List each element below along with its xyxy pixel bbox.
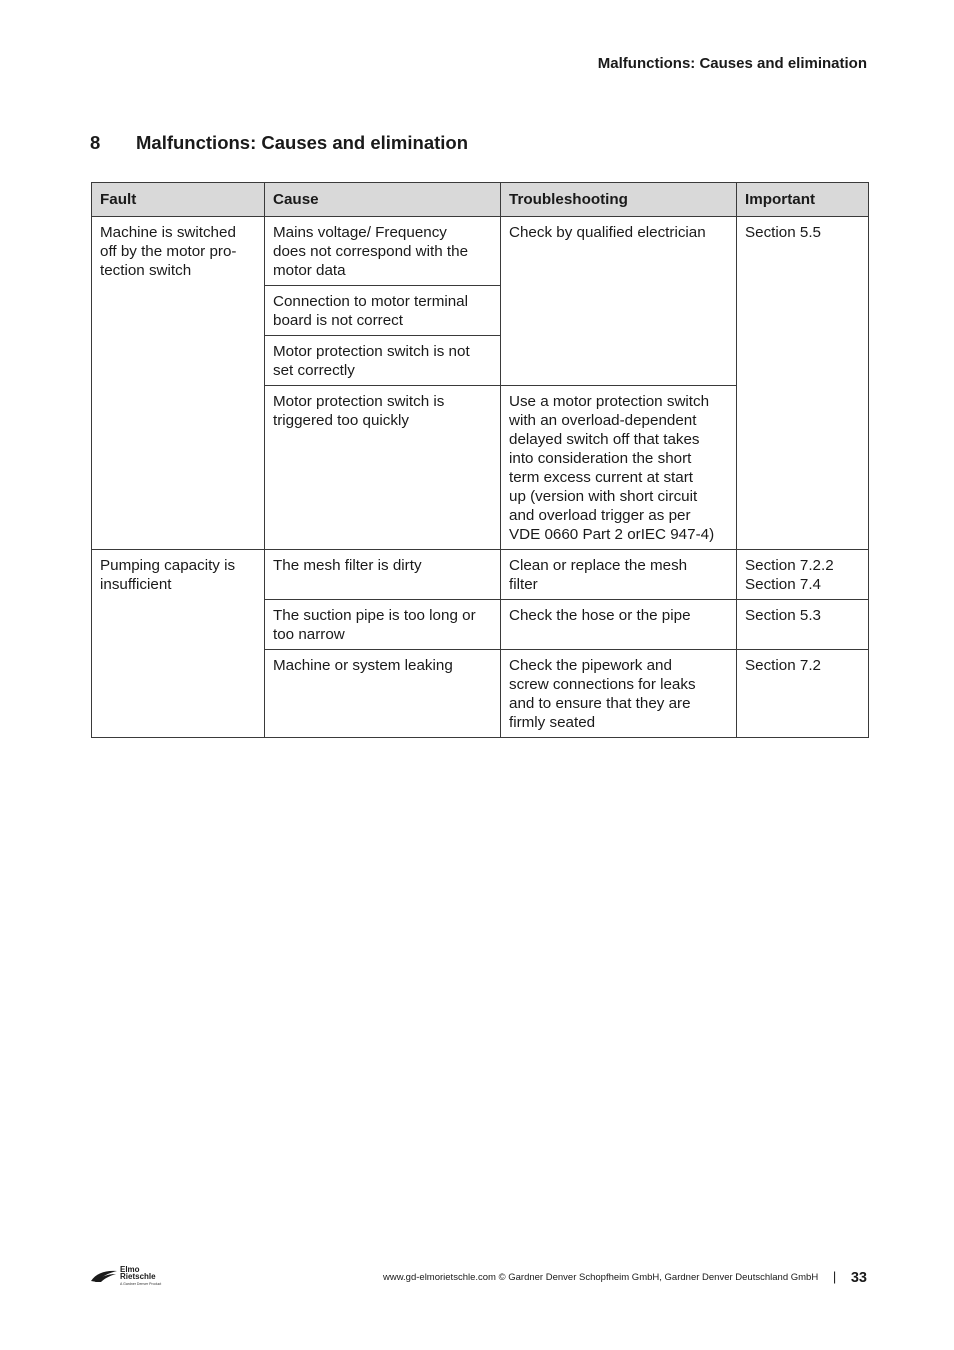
important-text: Section 5.3 [745,607,821,624]
fault-cell [92,550,265,738]
logo-tagline: A Gardner Denver Product [120,1282,162,1286]
fault-cell [92,217,265,550]
cause-text: Motor protection switch is triggered too quickly [273,393,445,429]
troubleshooting-cell [501,650,737,738]
page-footer [90,1266,867,1290]
important-text: Section 7.2 [745,657,821,674]
page-number: 33 [850,1270,867,1286]
cause-text: Motor protection switch is not set correctly [273,343,470,379]
troubleshooting-cell [501,600,737,650]
important-cell [737,650,869,738]
cause-text: Mains voltage/ Frequency does not correspond with the motor data [273,224,469,279]
column-header-troubleshooting: Troubleshooting [501,183,737,217]
column-header-cause: Cause [265,183,501,217]
cause-cell [265,286,501,336]
troubleshooting-cell [501,550,737,600]
table-row [92,217,869,286]
section-title: Malfunctions: Causes and elimination [136,132,469,153]
malfunctions-table [91,182,869,738]
website-link[interactable]: www.gd-elmorietschle.com [382,1272,496,1283]
troubleshooting-cell [501,217,737,386]
cause-text: The mesh filter is dirty [273,557,422,574]
column-header-important: Important [737,183,869,217]
cause-text: Machine or system leaking [273,657,453,674]
running-header: Malfunctions: Causes and elimination [597,55,867,72]
table-header-row [92,183,869,217]
troubleshooting-text: Check the pipework and screw connections for leaks and to ensure that they are firmly seated [509,657,696,731]
cause-text: Connection to motor terminal board is not correct [273,293,468,329]
cause-cell [265,336,501,386]
troubleshooting-text: Check by qualified electrician [509,224,706,241]
swoosh-logo-icon [90,1269,118,1283]
cause-cell [265,650,501,738]
copyright-text: © Gardner Denver Schopfheim GmbH, Gardner Denver Deutschland GmbH [498,1272,819,1283]
important-cell [737,550,869,600]
troubleshooting-cell [501,386,737,550]
footer-info [383,1269,867,1286]
cause-text: The suction pipe is too long or too narrow [273,607,476,643]
troubleshooting-text: Clean or replace the mesh filter [509,557,688,593]
section-number: 8 [90,132,101,153]
footer-separator: | [832,1269,837,1284]
fault-text: Pumping capacity is insufficient [100,557,236,593]
troubleshooting-text: Use a motor protection switch with an overload-dependent delayed switch off that takes into consideration the short term excess current at start up (version with short circuit and overload trigger as per VDE 0660 Part 2 orIEC 947-4) [509,393,715,543]
company-logo [90,1266,170,1290]
important-text: Section 7.2.2 Section 7.4 [745,557,834,593]
important-cell [737,217,869,550]
important-text: Section 5.5 [745,224,821,241]
cause-cell [265,550,501,600]
section-heading [90,132,468,154]
logo-wordmark: Elmo Rietschle [120,1265,156,1281]
cause-cell [265,217,501,286]
column-header-fault: Fault [92,183,265,217]
cause-cell [265,600,501,650]
fault-text: Machine is switched off by the motor pro- tection switch [100,224,237,279]
troubleshooting-text: Check the hose or the pipe [509,607,691,624]
table-row [92,550,869,600]
important-cell [737,600,869,650]
cause-cell [265,386,501,550]
